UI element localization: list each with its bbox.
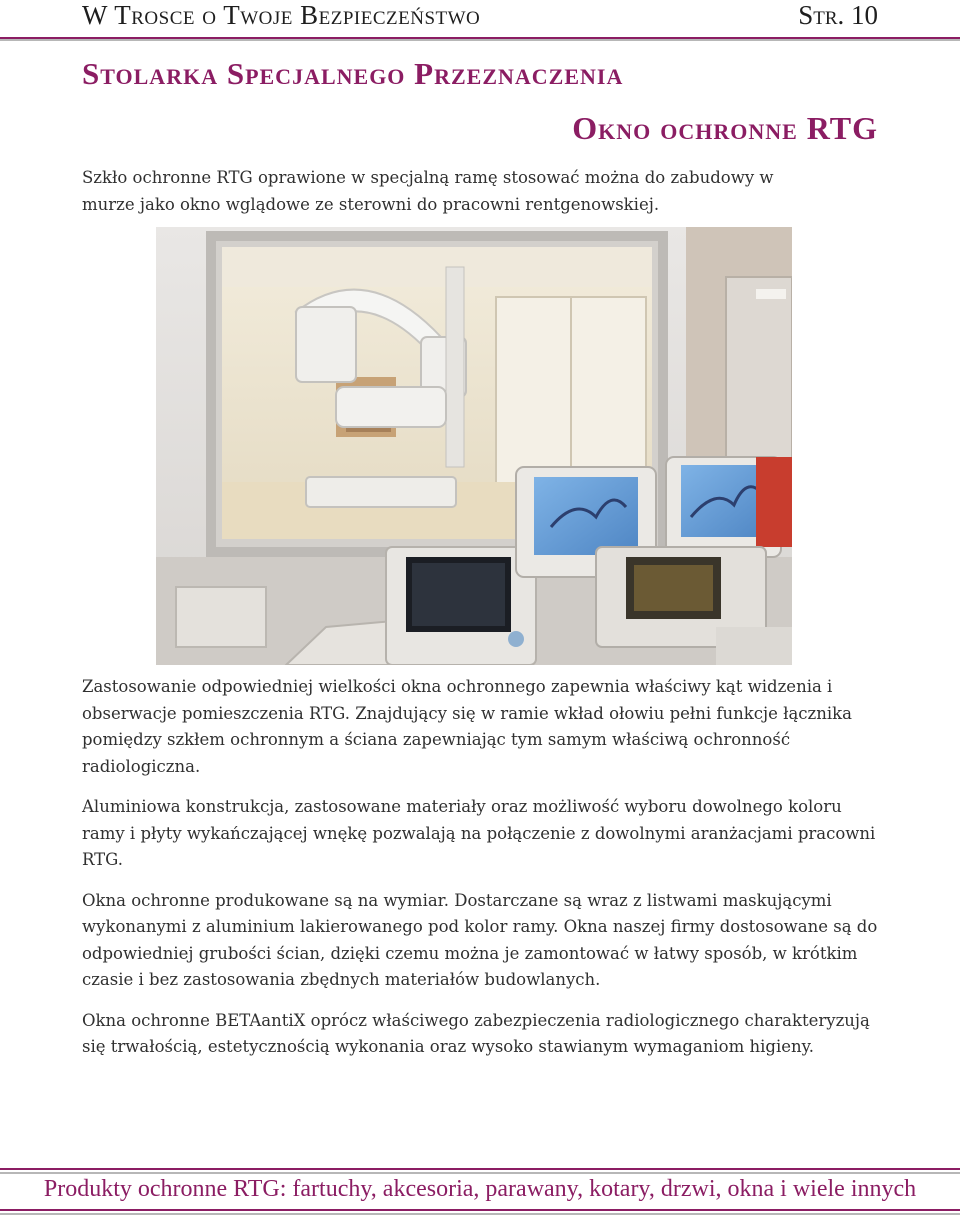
section-heading: W Trosce o Twoje Bezpieczeństwo (82, 0, 481, 30)
page-number: Str. 10 (798, 0, 878, 30)
paragraph-features: Okna ochronne BETAantiX oprócz właściwego zabezpieczenia radiologicznego charakteryzują się trwałością, estetycznością wykonania oraz wysoko stawianym wymaganiom higieny. (82, 1010, 870, 1056)
page-header (82, 0, 878, 34)
body-text (82, 674, 882, 1075)
intro-paragraph: Szkło ochronne RTG oprawione w specjalną ramę stosować można do zabudowy w murze jako okno wglądowe ze sterowni do pracowni rentgenowskiej. (82, 168, 774, 214)
xray-control-room-photo (156, 227, 792, 665)
footer-divider-bottom (0, 1209, 960, 1215)
paragraph-production: Okna ochronne produkowane są na wymiar. Dostarczane są wraz z listwami maskującymi wykonanymi z aluminium lakierowanego pod kolor ramy. Okna naszej firmy dostosowane są do odpowiedniej grubości ścian, dzięki czemu można je zamontować w łatwy sposób, w krótkim czasie i bez zastosowania zbędnych materiałów budowlanych. (82, 890, 878, 989)
paragraph-construction: Aluminiowa konstrukcja, zastosowane materiały oraz możliwość wyboru dowolnego koloru ramy i płyty wykańczającej wnękę pozwalają na połączenie z dowolnymi aranżacjami pracowni RTG. (82, 797, 876, 869)
page-title: Stolarka Specjalnego Przeznaczenia (82, 56, 624, 91)
page-subtitle: Okno ochronne RTG (572, 110, 878, 146)
paragraph-usage: Zastosowanie odpowiedniej wielkości okna ochronnego zapewnia właściwy kąt widzenia i obserwacje pomieszczenia RTG. Znajdujący się w ramie wkład ołowiu pełni funkcje łącznika pomiędzy szkłem ochronnym a ściana zapewniając tym samym właściwą ochronność radiologiczna. (82, 677, 852, 776)
header-divider (0, 37, 960, 41)
footer-divider-top (0, 1168, 960, 1174)
page-footer: Produkty ochronne RTG: fartuchy, akcesoria, parawany, kotary, drzwi, okna i wiele innych (43, 1176, 917, 1202)
